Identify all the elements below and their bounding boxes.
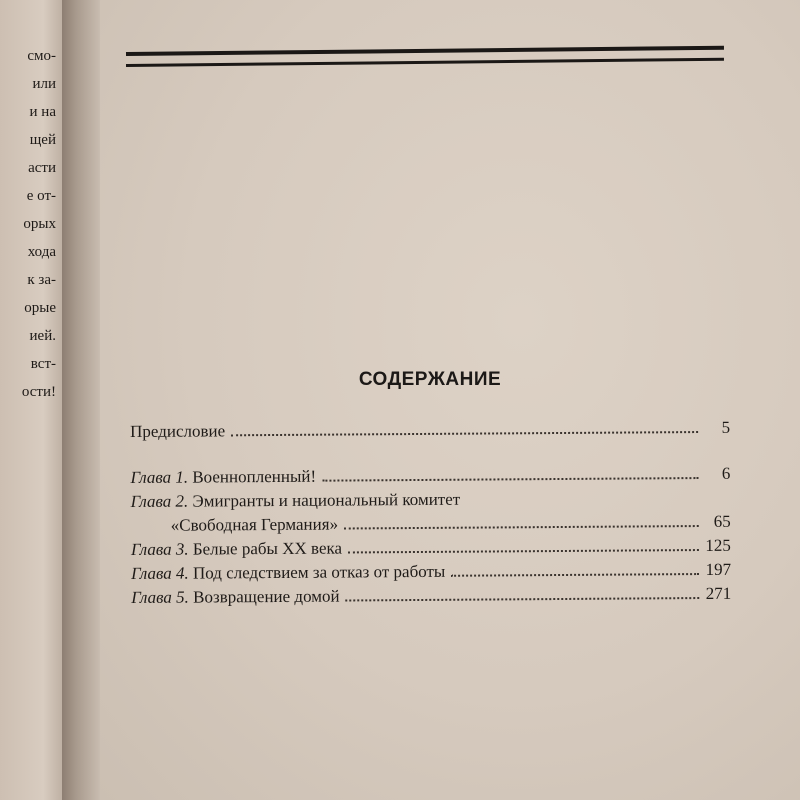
toc-entry-preface	[130, 416, 730, 442]
left-page	[0, 0, 62, 800]
toc-entry-chapter-5	[131, 582, 731, 608]
toc-entry-title: Предисловие	[130, 421, 226, 441]
toc-entry-page: 125	[705, 535, 731, 555]
dot-leader	[322, 477, 698, 482]
toc-entry-page: 5	[721, 417, 731, 437]
toc-chapter-number: Глава 5.	[131, 587, 189, 607]
toc-entry-page: 197	[705, 559, 732, 579]
left-page-text: к за-	[27, 272, 56, 288]
toc-chapter-number: Глава 3.	[130, 539, 189, 559]
toc-chapter-number: Глава 4.	[131, 563, 189, 583]
toc-entry-title: Под следствием за отказ от работы	[192, 561, 446, 583]
left-page-text: хода	[27, 244, 56, 260]
left-page-text: ости!	[21, 384, 56, 400]
left-page-text: орых	[23, 216, 56, 232]
toc-entry-title: Возвращение домой	[193, 586, 340, 607]
left-page-text: или	[32, 76, 56, 92]
dot-leader	[344, 525, 699, 529]
left-page-text: вст-	[30, 356, 56, 372]
toc-entry-title: Военнопленный!	[192, 466, 317, 487]
left-page-text: асти	[28, 160, 56, 176]
toc-entry-chapter-3	[131, 534, 731, 560]
toc-chapter-number: Глава 2.	[130, 491, 189, 511]
dot-leader	[231, 431, 698, 436]
toc-entry-title: Эмигранты и национальный комитет	[192, 489, 461, 511]
toc-entry-chapter-4	[131, 558, 731, 584]
left-page-text: е от-	[26, 188, 56, 204]
toc-entry-page: 6	[721, 463, 731, 483]
book-gutter	[62, 0, 102, 800]
left-page-text: смо-	[27, 48, 56, 64]
toc-chapter-number: Глава 1.	[130, 467, 189, 487]
toc-title: СОДЕРЖАНИЕ	[358, 369, 502, 390]
dot-leader	[346, 597, 700, 601]
right-page	[100, 0, 800, 800]
toc-entry-chapter-1	[130, 462, 730, 488]
toc-entry-chapter-2	[130, 486, 730, 512]
dot-leader	[451, 573, 699, 577]
toc-entry-page: 65	[713, 511, 731, 531]
left-page-text: щей	[29, 132, 56, 148]
toc-entry-title: Белые рабы XX века	[192, 538, 343, 559]
toc-entry-title-continued: «Свободная Германия»	[170, 514, 339, 535]
left-page-text: орые	[24, 300, 56, 316]
left-page-text: ией.	[29, 328, 56, 344]
left-page-text: и на	[29, 104, 56, 120]
dot-leader	[348, 549, 699, 553]
toc-entry-page: 271	[705, 583, 732, 603]
toc-entry-chapter-2-cont	[131, 510, 731, 536]
